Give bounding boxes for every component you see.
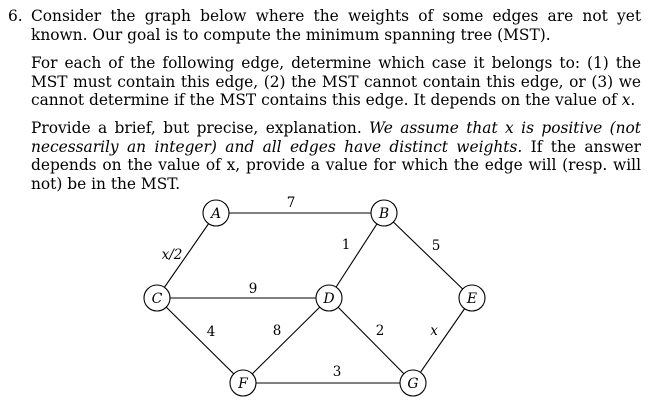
node-b (371, 200, 397, 226)
edge-b-d (329, 213, 384, 298)
edge-layer (157, 213, 472, 383)
edge-b-e (384, 213, 472, 298)
node-label: C (151, 291, 163, 307)
intro-text: Consider the graph below where the weights of some edges are not yet known. Our goal is to compute the minimum spanning tree (MST). (31, 7, 641, 44)
node-label: E (466, 291, 478, 307)
explanation-tail: If the answer depends on the value of x, provide a value for which the edge will (resp. will not) be in the MST. (31, 137, 641, 193)
node-d (316, 285, 342, 311)
weight-label-layer (162, 195, 441, 380)
weight-label-b-d: 1 (341, 237, 351, 253)
node-g (400, 370, 426, 396)
weight-label-f-d: 8 (272, 323, 282, 339)
node-label: G (407, 376, 419, 392)
node-label: A (210, 206, 222, 222)
edge-f-d (243, 298, 329, 383)
variable-x: x (621, 91, 631, 110)
instruction-paragraph: For each of the following edge, determine which case it belongs to: (1) the MST must contain this edge, (2) the MST cannot contain this edge, or (3) we cannot determine if the MST contains this edge. It depends on the value of x. (31, 54, 641, 110)
edge-c-f (157, 298, 243, 383)
weight-label-b-e: 5 (431, 238, 441, 254)
weight-label-a-b: 7 (286, 195, 296, 211)
weight-label-c-d: 9 (248, 281, 258, 297)
node-a (203, 200, 229, 226)
node-e (459, 285, 485, 311)
node-label: F (238, 376, 248, 392)
node-label: D (323, 291, 335, 307)
weight-label-e-g: x (430, 323, 438, 339)
weight-label-d-g: 2 (375, 323, 385, 339)
edge-d-g (329, 298, 413, 383)
edge-e-g (413, 298, 472, 383)
weight-label-f-g: 3 (332, 364, 342, 380)
node-label: B (378, 206, 390, 222)
explanation-lead: Provide a brief, but precise, explanation. (31, 119, 362, 137)
weight-label-c-f: 4 (206, 324, 216, 340)
weight-label-a-c: x/2 (161, 247, 183, 263)
node-c (144, 285, 170, 311)
node-f (230, 370, 256, 396)
problem-number: 6. (8, 7, 23, 25)
assumption-text: We assume that x is positive (not necessarily an integer) and all edges have distinct weights. (31, 119, 641, 156)
